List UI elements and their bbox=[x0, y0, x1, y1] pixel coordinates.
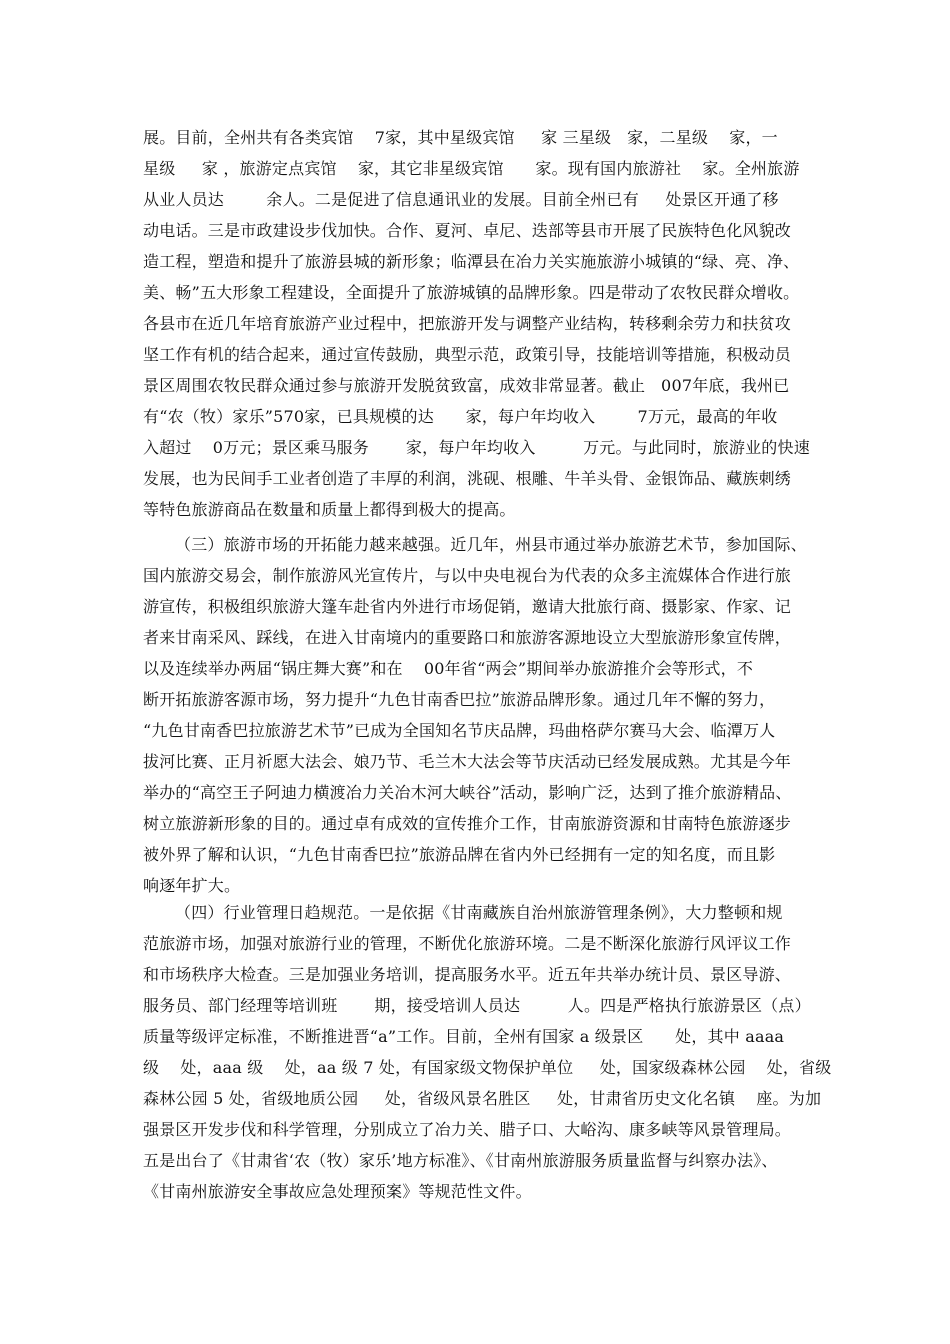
paragraph-line: 级 处，aaa 级 处，aa 级 7 处，有国家级文物保护单位 处，国家级森林公园 处，省级 bbox=[143, 1058, 832, 1077]
paragraph-line: 游宣传，积极组织旅游大篷车赴省内外进行市场促销，邀请大批旅行商、摄影家、作家、记 bbox=[143, 597, 792, 616]
paragraph-line: 森林公园 5 处，省级地质公园 处，省级风景名胜区 处，甘肃省历史文化名镇 座。为加 bbox=[143, 1089, 822, 1108]
paragraph-line: 和市场秩序大检查。三是加强业务培训，提高服务水平。近五年共举办统计员、景区导游、 bbox=[143, 965, 792, 984]
paragraph-line: 《甘南州旅游安全事故应急处理预案》等规范性文件。 bbox=[143, 1182, 532, 1201]
paragraph-line: 发展，也为民间手工业者创造了丰厚的利润，洮砚、根雕、牛羊头骨、金银饰品、藏族刺绣 bbox=[143, 469, 792, 488]
paragraph-4 bbox=[143, 897, 832, 1207]
paragraph-line: 树立旅游新形象的目的。通过卓有成效的宣传推介工作，甘南旅游资源和甘南特色旅游逐步 bbox=[143, 814, 792, 833]
paragraph-line: 响逐年扩大。 bbox=[143, 876, 241, 895]
paragraph-line: 被外界了解和认识，“九色甘南香巴拉”旅游品牌在省内外已经拥有一定的知名度，而且影 bbox=[143, 845, 776, 864]
paragraph-line: 强景区开发步伐和科学管理，分别成立了冶力关、腊子口、大峪沟、康多峡等风景管理局。 bbox=[143, 1120, 792, 1139]
paragraph-line: 入超过 0万元；景区乘马服务 家，每户年均收入 万元。与此同时，旅游业的快速 bbox=[143, 438, 810, 457]
paragraph-line: 国内旅游交易会，制作旅游风光宣传片，与以中央电视台为代表的众多主流媒体合作进行旅 bbox=[143, 566, 792, 585]
paragraph-line: 从业人员达 余人。二是促进了信息通讯业的发展。目前全州已有 处景区开通了移 bbox=[143, 190, 779, 209]
paragraph-line: 者来甘南采风、踩线，在进入甘南境内的重要路口和旅游客源地设立大型旅游形象宣传牌， bbox=[143, 628, 792, 647]
paragraph-line: 等特色旅游商品在数量和质量上都得到极大的提高。 bbox=[143, 500, 516, 519]
paragraph-line: 断开拓旅游客源市场，努力提升“九色甘南香巴拉”旅游品牌形象。通过几年不懈的努力， bbox=[143, 690, 776, 709]
paragraph-line: 拔河比赛、正月祈愿大法会、娘乃节、毛兰木大法会等节庆活动已经发展成熟。尤其是今年 bbox=[143, 752, 792, 771]
paragraph-line: “九色甘南香巴拉旅游艺术节”已成为全国知名节庆品牌，玛曲格萨尔赛马大会、临潭万人 bbox=[143, 721, 776, 740]
paragraph-first-line: （三）旅游市场的开拓能力越来越强。近几年，州县市通过举办旅游艺术节，参加国际、 bbox=[175, 535, 807, 554]
paragraph-line: 范旅游市场，加强对旅游行业的管理，不断优化旅游环境。二是不断深化旅游行风评议工作 bbox=[143, 934, 792, 953]
paragraph-line: 展。目前，全州共有各类宾馆 7家，其中星级宾馆 家 三星级 家，二星级 家，一 bbox=[143, 128, 778, 147]
paragraph-3 bbox=[143, 529, 808, 901]
paragraph-line: 以及连续举办两届“锅庄舞大赛”和在 00年省“两会”期间举办旅游推介会等形式，不 bbox=[143, 659, 754, 678]
paragraph-line: 造工程，塑造和提升了旅游县城的新形象；临潭县在冶力关实施旅游小城镇的“绿、亮、净、 bbox=[143, 252, 800, 271]
paragraph-line: 各县市在近几年培育旅游产业过程中，把旅游开发与调整产业结构，转移剩余劳力和扶贫攻 bbox=[143, 314, 792, 333]
paragraph-line: 美、畅”五大形象工程建设，全面提升了旅游城镇的品牌形象。四是带动了农牧民群众增收。 bbox=[143, 283, 800, 302]
paragraph-2-tail bbox=[143, 122, 808, 525]
paragraph-line: 景区周围农牧民群众通过参与旅游开发脱贫致富，成效非常显著。截止 007年底，我州已 bbox=[143, 376, 790, 395]
paragraph-line: 举办的“高空王子阿迪力横渡冶力关冶木河大峡谷”活动，影响广泛，达到了推介旅游精品、 bbox=[143, 783, 792, 802]
paragraph-line: 质量等级评定标准，不断推进晋“a”工作。目前，全州有国家 a 级景区 处，其中 aaaa bbox=[143, 1027, 785, 1046]
paragraph-first-line: （四）行业管理日趋规范。一是依据《甘南藏族自治州旅游管理条例》，大力整顿和规 bbox=[175, 903, 783, 922]
paragraph-line: 星级 家 ，旅游定点宾馆 家，其它非星级宾馆 家。现有国内旅游社 家。全州旅游 bbox=[143, 159, 800, 178]
paragraph-line: 动电话。三是市政建设步伐加快。合作、夏河、卓尼、迭部等县市开展了民族特色化风貌改 bbox=[143, 221, 792, 240]
paragraph-line: 有“农（牧）家乐”570家，已具规模的达 家，每户年均收入 7万元，最高的年收 bbox=[143, 407, 778, 426]
paragraph-line: 服务员、部门经理等培训班 期，接受培训人员达 人。四是严格执行旅游景区（点） bbox=[143, 996, 811, 1015]
paragraph-line: 五是出台了《甘肃省‘农（牧）家乐’地方标准》、《甘南州旅游服务质量监督与纠察办法》、 bbox=[143, 1151, 778, 1170]
paragraph-line: 坚工作有机的结合起来，通过宣传鼓励，典型示范，政策引导，技能培训等措施，积极动员 bbox=[143, 345, 792, 364]
